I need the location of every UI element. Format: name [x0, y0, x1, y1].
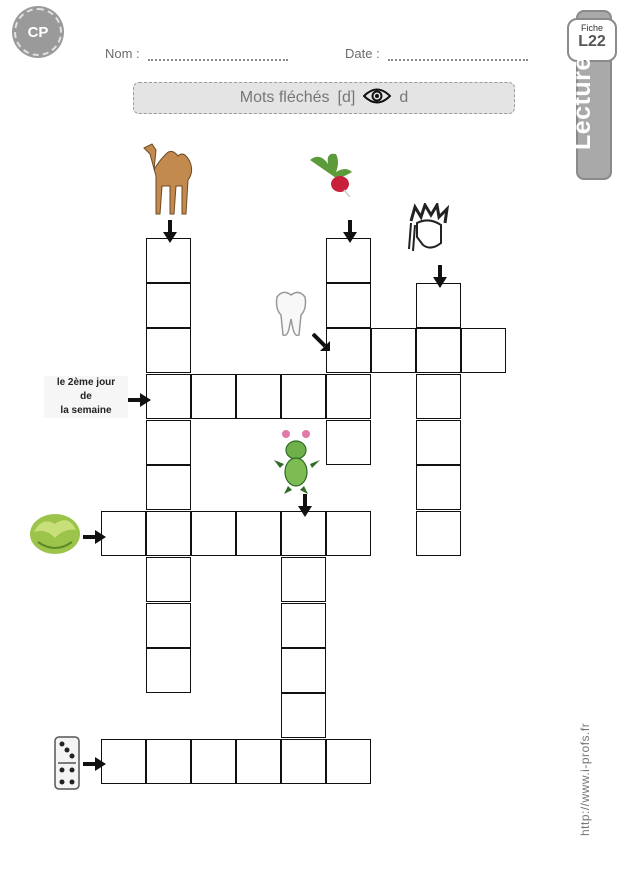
eye-icon: [363, 87, 391, 110]
grid-cell[interactable]: [146, 420, 191, 465]
level-badge: CP: [14, 8, 62, 56]
grid-cell[interactable]: [326, 420, 371, 465]
grid-cell[interactable]: [416, 465, 461, 510]
title-phoneme: [d]: [337, 89, 356, 106]
date-field[interactable]: [388, 45, 528, 61]
grid-cell[interactable]: [416, 511, 461, 556]
grid-cell[interactable]: [146, 557, 191, 602]
arrow-down-icon: [163, 220, 177, 244]
arrow-right-icon: [83, 530, 107, 544]
grid-cell[interactable]: [146, 603, 191, 648]
grid-cell[interactable]: [416, 283, 461, 328]
grid-cell[interactable]: [146, 328, 191, 373]
grid-cell[interactable]: [191, 739, 236, 784]
name-field[interactable]: [148, 45, 288, 61]
grid-cell[interactable]: [101, 739, 146, 784]
grid-cell[interactable]: [146, 511, 191, 556]
grid-cell[interactable]: [101, 511, 146, 556]
arrow-down-icon: [298, 494, 312, 518]
day-clue: [44, 376, 128, 418]
grid-cell[interactable]: [416, 328, 461, 373]
grid-cell[interactable]: [281, 603, 326, 648]
grid-cell[interactable]: [416, 420, 461, 465]
grid-cell[interactable]: [326, 283, 371, 328]
grid-cell[interactable]: [146, 238, 191, 283]
arrow-right-icon: [128, 393, 152, 407]
arrow-down-icon: [433, 265, 447, 289]
lettuce-icon: [28, 510, 82, 556]
grid-cell[interactable]: [191, 374, 236, 419]
fiche-label: Fiche: [580, 23, 603, 33]
grid-cell[interactable]: [281, 374, 326, 419]
section-label: Lecture: [568, 56, 596, 150]
grid-cell[interactable]: [146, 648, 191, 693]
clue-line: le 2ème jour: [56, 377, 116, 388]
dragon-icon: [274, 428, 320, 496]
grid-cell[interactable]: [281, 739, 326, 784]
grid-cell[interactable]: [461, 328, 506, 373]
fiche-number: L22: [578, 33, 606, 50]
title-letter: d: [399, 89, 409, 106]
clue-line: la semaine: [60, 405, 112, 416]
grid-cell[interactable]: [416, 374, 461, 419]
grid-cell[interactable]: [281, 648, 326, 693]
tooth-icon: [273, 289, 309, 339]
grid-cell[interactable]: [146, 283, 191, 328]
name-label: Nom :: [105, 46, 140, 61]
domino-icon: [54, 736, 80, 792]
indian-chief-icon: [405, 203, 453, 253]
camel-icon: [140, 140, 196, 216]
title-text: Mots fléchés: [239, 89, 330, 106]
arrow-down-icon: [343, 220, 357, 244]
clue-line: de: [80, 391, 92, 402]
site-url[interactable]: http://www.i-profs.fr: [578, 722, 592, 836]
grid-cell[interactable]: [326, 739, 371, 784]
grid-cell[interactable]: [326, 238, 371, 283]
grid-cell[interactable]: [146, 739, 191, 784]
grid-cell[interactable]: [371, 328, 416, 373]
grid-cell[interactable]: [281, 557, 326, 602]
grid-cell[interactable]: [236, 374, 281, 419]
grid-cell[interactable]: [281, 693, 326, 738]
title-banner: [133, 82, 515, 114]
grid-cell[interactable]: [191, 511, 236, 556]
grid-cell[interactable]: [326, 511, 371, 556]
grid-cell[interactable]: [236, 739, 281, 784]
grid-cell[interactable]: [146, 374, 191, 419]
radish-icon: [306, 150, 356, 198]
grid-cell[interactable]: [326, 328, 371, 373]
grid-cell[interactable]: [146, 465, 191, 510]
grid-cell[interactable]: [236, 511, 281, 556]
arrow-diagonal-icon: [312, 333, 332, 353]
arrow-right-icon: [83, 757, 107, 771]
date-label: Date :: [345, 46, 380, 61]
grid-cell[interactable]: [326, 374, 371, 419]
